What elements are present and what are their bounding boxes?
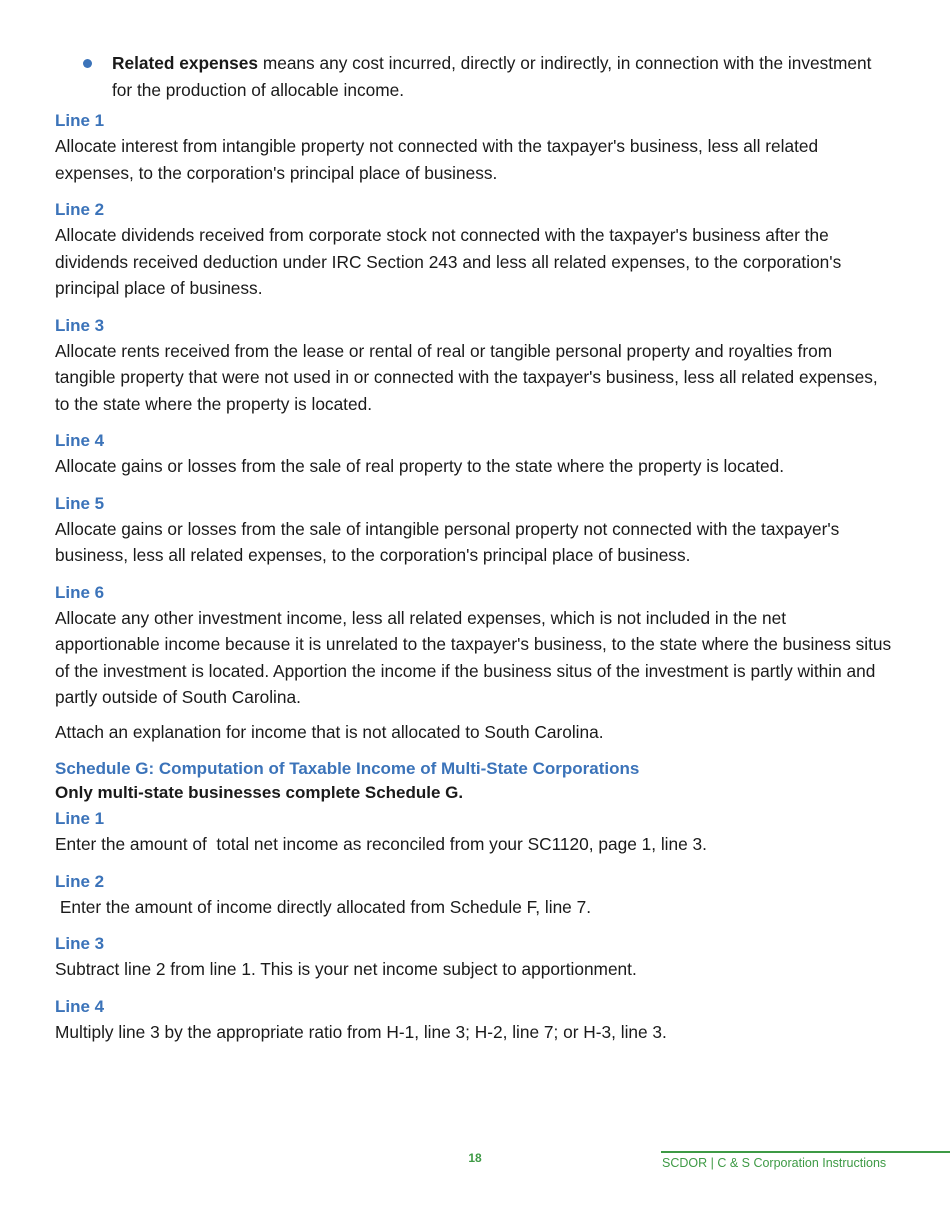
attach-note: Attach an explanation for income that is not allocated to South Carolina. [55,721,604,742]
line-heading: Line 4 [55,996,105,1016]
line-heading: Line 5 [55,493,105,513]
schedule-g-line-3 [55,932,895,983]
schedule-f-line-1 [55,109,895,186]
schedule-g-line-1 [55,807,895,858]
bullet-term: Related expenses [112,53,259,73]
line-heading: Line 3 [55,934,105,953]
related-expenses-bullet [55,50,895,103]
line-heading: Line 4 [55,431,105,450]
schedule-g-line-2 [55,870,895,921]
footer-title: SCDOR | C & S Corporation Instructions [662,1156,887,1170]
schedule-g-line-4 [55,995,895,1046]
schedule-f-line-5 [55,492,895,569]
line-heading: Line 1 [55,809,105,828]
page-number: 18 [468,1151,482,1165]
schedule-f-line-6 [55,581,895,711]
bullet-dot-icon [83,59,92,68]
document-page [55,50,895,1057]
bullet-text: means any cost incurred, directly or indirectly, in connection with the investment for the production of allocable income. [112,53,872,100]
schedule-g-section [55,757,895,1045]
line-heading: Line 2 [55,200,105,219]
line-text: Allocate rents received from the lease or rental of real or tangible personal property and royalties from tangible property that were not used in or connected with the taxpayer's business, less all related expenses, to the state where the property is located. [55,340,878,414]
line-text: Multiply line 3 by the appropriate ratio from H-1, line 3; H-2, line 7; or H-3, line 3. [55,1021,667,1042]
line-text: Subtract line 2 from line 1. This is your net income subject to apportionment. [55,959,637,979]
line-heading: Line 2 [55,871,105,891]
footer-rule [661,1151,950,1153]
line-text: Allocate dividends received from corporate stock not connected with the taxpayer's business after the dividends received deduction under IRC Section 243 and less all related expenses, to the corporation's principal place of business. [55,225,842,298]
schedule-g-title: Schedule G: Computation of Taxable Income of Multi-State Corporations [55,759,640,778]
line-text: Allocate any other investment income, less all related expenses, which is not included in the net apportionable income because it is unrelated to the taxpayer's business, to the state where the business situs of the investment is located. Apportion the income if the business situs of the investment is partly within and partly outside of South Carolina. [55,607,892,707]
schedule-f-line-3 [55,314,895,418]
line-text: Allocate interest from intangible property not connected with the taxpayer's business, less all related expenses, to the corporation's principal place of business. [55,136,819,183]
line-heading: Line 6 [55,582,105,602]
line-heading: Line 1 [55,111,105,130]
line-text: Allocate gains or losses from the sale of real property to the state where the property is located. [55,456,785,476]
line-heading: Line 3 [55,315,105,335]
line-text: Allocate gains or losses from the sale of intangible personal property not connected with the taxpayer's business, less all related expenses, to the corporation's principal place of business. [55,518,840,565]
schedule-g-subtitle: Only multi-state businesses complete Schedule G. [55,783,464,802]
line-text: Enter the amount of income directly allocated from Schedule F, line 7. [55,896,592,917]
schedule-f-line-2 [55,198,895,302]
line-text: Enter the amount of total net income as reconciled from your SC1120, page 1, line 3. [55,834,707,854]
schedule-f-line-4 [55,429,895,480]
